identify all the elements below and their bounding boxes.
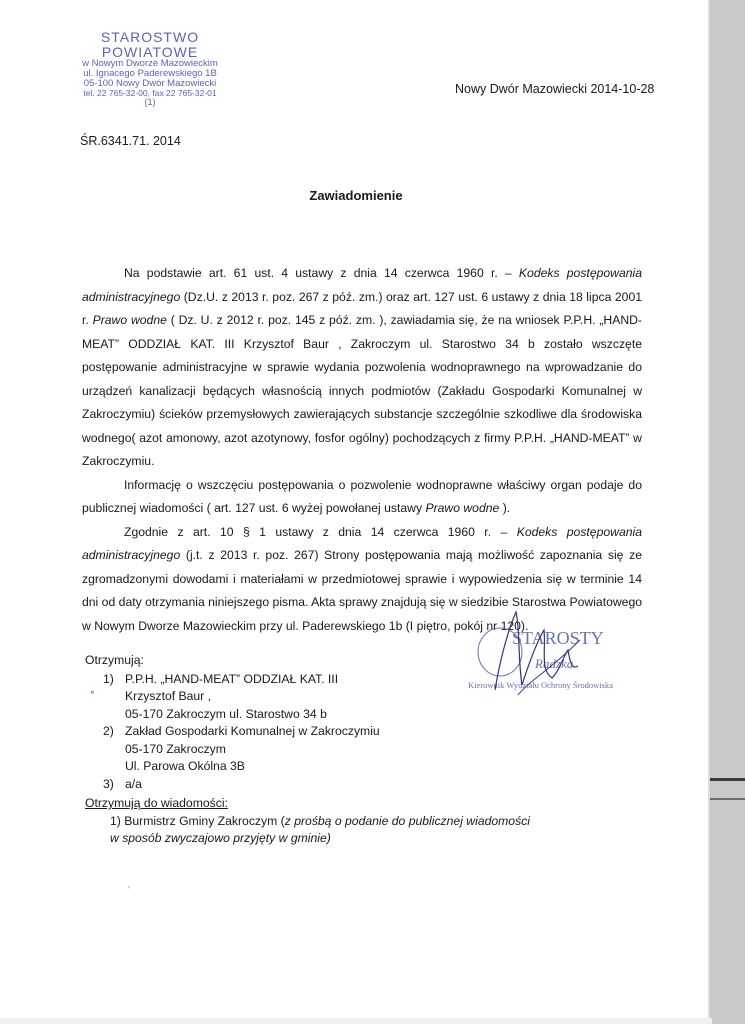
cc-header: Otrzymują do wiadomości: [85,796,228,810]
text-run-italic: Kodeks postępowania administracyjnego [82,266,642,304]
text-run: Informację o wszczęciu postępowania o pozwolenie wodnoprawne właściwy organ podaje do publicznej wiadomości ( art. 127 ust. 6 wyżej powołanej ustawy [82,477,642,515]
text-run: Zgodnie z art. 10 § 1 ustawy z dnia 14 czerwca 1960 r. – [124,524,517,539]
recipient-number: 3) [103,776,114,791]
text-run-italic: Prawo wodne [92,313,167,327]
scan-edge-mark [710,798,745,800]
cc-text-italic: w sposób zwyczajowo przyjęty w gminie) [110,831,331,845]
recipient-line: Krzysztof Baur , [125,689,212,703]
cc-block [85,795,530,848]
text-run-italic: Prawo wodne [425,501,500,515]
document-title: Zawiadomienie [309,188,403,203]
signature-stamp-line: STAROSTY [512,628,604,648]
recipients-header: Otrzymują: [85,653,144,667]
office-stamp [55,30,245,108]
scan-bottom-strip [0,1018,712,1024]
recipient-line: 05-170 Zakroczym ul. Starostwo 34 b [125,706,327,721]
signature-stamp-line: Kierownik Wydziału Ochrony Środowiska [468,680,613,690]
stamp-line: ul. Ignacego Paderewskiego 1B [83,68,217,80]
text-run: Na podstawie art. 61 ust. 4 ustawy z dnia 14 czerwca 1960 r. – [124,266,519,280]
cc-text: Burmistrz Gminy Zakroczym ( [124,813,285,828]
recipient-number: 1) [103,671,114,686]
scan-edge-band [708,0,745,1024]
cc-item [85,813,530,831]
stamp-line: w Nowym Dworze Mazowieckim [82,58,218,70]
recipient-item [85,776,380,794]
recipient-line: 05-170 Zakroczym [125,741,226,756]
stamp-line: 05-100 Nowy Dwór Mazowiecki [83,78,217,90]
cc-text-italic: z prośbą o podanie do publicznej wiadomości [284,813,530,828]
recipient-number: 2) [103,724,114,738]
stamp-line: (1) [144,97,156,108]
stamp-line: tel. 22 765-32-00, fax 22 765-32-01 [83,88,217,99]
signature-stamp [460,600,640,720]
paragraph [82,262,642,474]
text-run: (Dz.U. z 2013 r. poz. 267 z póź. zm.) oraz art. 127 ust. 6 ustawy z dnia 18 lipca 2001 r. [82,289,642,327]
text-run: ( Dz. U. z 2012 r. poz. 145 z póź. zm. ), zawiadamia się, że na wniosek P.P.H. „HAND-MEAT” ODDZIAŁ KAT. III Krzysztof Baur , Zakroczym ul. Starostwo 34 b zostało wszczęte postępowanie administracyjne w sprawie wydania pozwolenia wodnoprawnego na wprowadzanie do urządzeń kanalizacji będących własnością innych podmiotów (Zakładu Gospodarki Komunalnej w Zakroczymiu) ścieków przemysłowych zawierających substancje szczególnie szkodliwe dla środowiska wodnego( azot amonowy, azot azotynowy, fosfor ogólny) pochodzących z firmy P.P.H. „HAND-MEAT” w Zakroczymiu. [82,313,642,468]
recipient-line: Ul. Parowa Okólna 3B [125,759,245,773]
scan-edge-mark [710,778,745,781]
recipients-list [85,671,380,794]
scan-mark: ' [128,885,130,896]
text-run: ). [499,501,511,515]
recipient-line: Zakład Gospodarki Komunalnej w Zakroczymiu [125,724,380,738]
recipients-block [85,652,380,793]
scan-mark: ⁍ [90,688,95,699]
signature-stamp-line: Radzka [535,656,574,671]
recipient-line: P.P.H. „HAND-MEAT” ODDZIAŁ KAT. III [125,671,339,686]
recipient-item [85,723,380,776]
text-run-italic: Kodeks postępowania administracyjnego [82,524,642,562]
paragraph [82,474,642,521]
recipient-line: a/a [125,776,142,791]
text-run: (j.t. z 2013 r. poz. 267) Strony postępowania mają możliwość zapoznania się ze zgromadzonymi dowodami i materiałami w przedmiotowej sprawie i wypowiedzenia się w terminie 14 dni od daty otrzymania niniejszego pisma. Akta sprawy znajdują się w siedzibie Starostwa Powiatowego w Nowym Dworze Mazowieckim przy ul. Paderewskiego 1b (I piętro, pokój nr 120). [82,548,642,633]
case-reference: ŚR.6341.71. 2014 [80,134,181,148]
document-body [82,262,642,638]
stamp-line: STAROSTWO POWIATOWE [100,29,200,60]
cc-number: 1) [110,813,121,828]
recipient-item [85,671,380,724]
place-date: Nowy Dwór Mazowiecki 2014-10-28 [455,82,655,96]
